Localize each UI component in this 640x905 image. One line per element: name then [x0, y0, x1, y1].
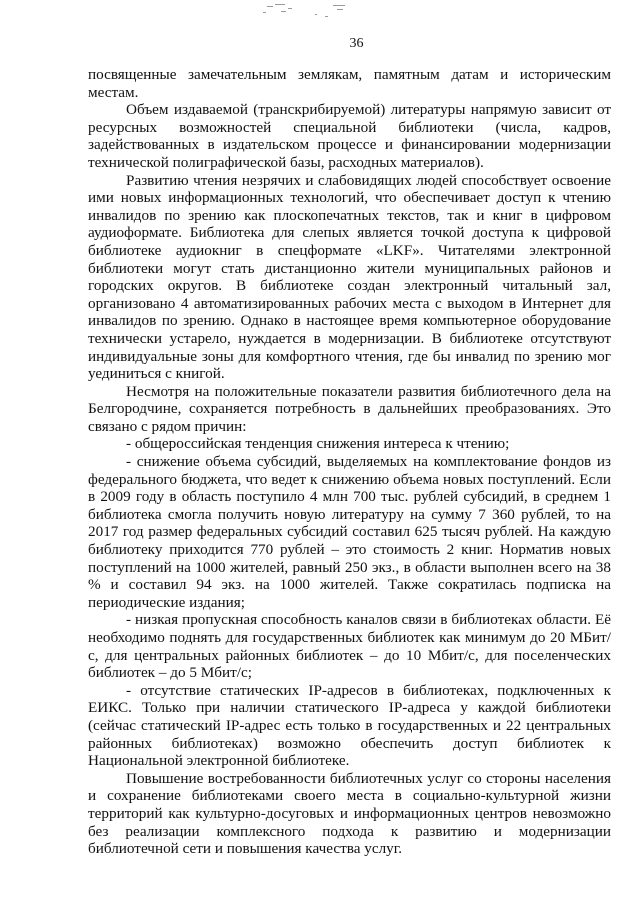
paragraph: Несмотря на положительные показатели развития библиотечного дела на Белгородчине, сохраняется потребность в дальнейших преобразованиях. Это связано с рядом причин: [88, 382, 611, 435]
list-item: - общероссийская тенденция снижения интереса к чтению; [126, 435, 510, 453]
paragraph: Развитию чтения незрячих и слабовидящих людей способствует освоение ими новых информационных технологий, что обеспечивает доступ к чтению инвалидов по зрению как плоскопечатных текстов, так и книг в цифровом аудиоформате. Библиотека для слепых является точкой доступа к цифровой библиотеке аудиокниг в спецформате «LKF». Читателями электронной библиотеки могут стать дистанционно жители муниципальных районов и городских округов. В библиотеке создан электронный читальный зал, организовано 4 автоматизированных рабочих места с выходом в Интернет для инвалидов по зрению. Однако в настоящее время компьютерное оборудование технически устарело, нуждается в модернизации. В библиотеке отсутствуют индивидуальные зоны для комфортного чтения, где бы инвалид по зрению мог уединиться с книгой. [88, 171, 611, 383]
page-number: 36 [349, 36, 364, 51]
document-body [88, 66, 611, 858]
paragraph: Повышение востребованности библиотечных услуг со стороны населения и сохранение библиотеками своего места в социально-культурной жизни территорий как культурно-досуговых и информационных центров невозможно без реализации комплексного подхода к развитию и модернизации библиотечной сети и повышения качества услуг. [88, 769, 611, 858]
list-item: - низкая пропускная способность каналов связи в библиотеках области. Её необходимо поднять для государственных библиотек как минимум до 20 МБит/с, для центральных районных библиотек – до 10 Мбит/с, для поселенческих библиотек – до 5 Мбит/с; [88, 611, 611, 682]
paragraph: Объем издаваемой (транскрибируемой) литературы напрямую зависит от ресурсных возможностей специальной библиотеки (числа, кадров, задействованных в издательском процессе и финансировании модернизации технической полиграфической базы, расходных материалов). [88, 101, 611, 171]
list-item: - снижение объема субсидий, выделяемых на комплектование фондов из федерального бюджета, что ведет к снижению объема новых поступлений. Если в 2009 году в область поступило 4 млн 700 тыс. рублей субсидий, в среднем 1 библиотека смогла получить новую литературу на сумму 7 360 рублей, то на 2017 год размер федеральных субсидий составил 625 тысяч рублей. На каждую библиотеку приходится 770 рублей – это стоимость 2 книг. Норматив новых поступлений на 1000 жителей, равный 250 экз., в области выполнен всего на 38 % и составил 94 экз. на 1000 жителей. Также сократилась подписка на периодические издания; [88, 453, 611, 611]
paragraph: посвященные замечательным землякам, памятным датам и историческим местам. [88, 66, 611, 101]
scan-artifact-marks [255, 0, 375, 20]
list-item: - отсутствие статических IP-адресов в библиотеках, подключенных к ЕИКС. Только при наличии статического IP-адреса у каждой библиотеки (сейчас статический IP-адрес есть только в государственных и 22 центральных районных библиотеках) возможно обеспечить доступ библиотек к Национальной электронной библиотеке. [88, 681, 611, 770]
document-page [88, 36, 611, 858]
